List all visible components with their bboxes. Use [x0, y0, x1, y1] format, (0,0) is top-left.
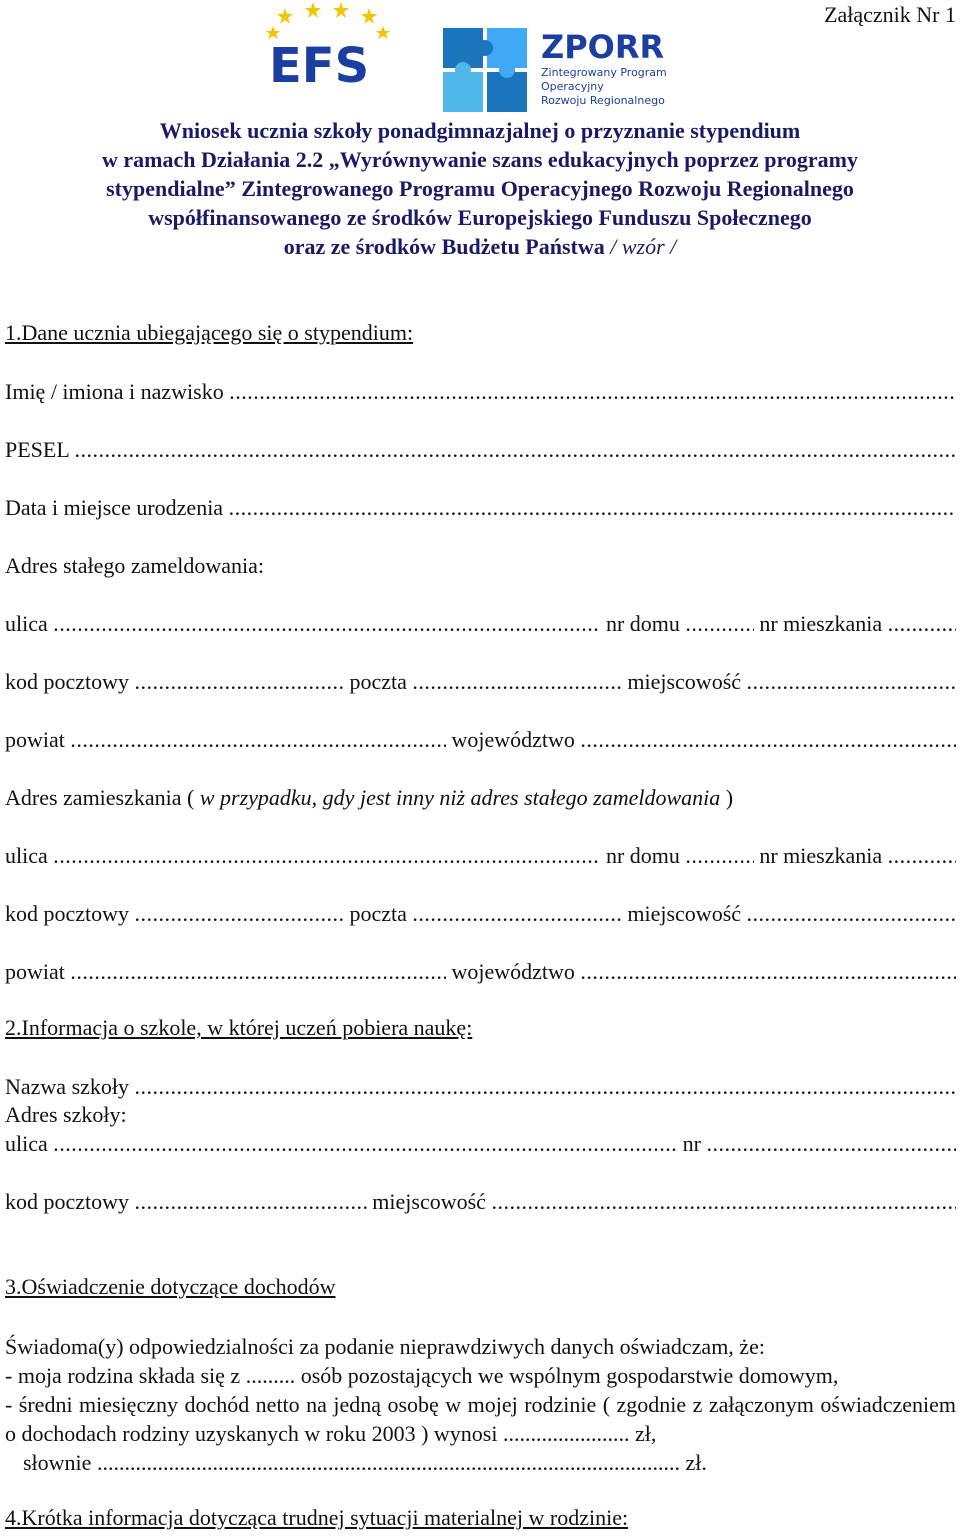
school-name-label: Nazwa szkoły: [5, 1074, 135, 1099]
flat-label: nr mieszkania: [753, 611, 888, 636]
perm-address-heading: Adres stałego zameldowania:: [5, 553, 265, 578]
pesel-label: PESEL: [5, 437, 75, 462]
school-postcode-row[interactable]: [5, 1188, 956, 1216]
house-label: nr domu: [600, 843, 686, 868]
zporr-logo: [443, 0, 703, 118]
section3-title: 3.Oświadczenie dotyczące dochodów: [5, 1274, 336, 1299]
statement-intro: Świadoma(y) odpowiedzialności za podanie nieprawdziwych danych oświadczam, że:: [5, 1334, 765, 1359]
school-city-label: miejscowość: [366, 1189, 492, 1214]
efs-logo: [265, 0, 395, 95]
title-line-3: stypendialne” Zintegrowanego Programu Operacyjnego Rozwoju Regionalnego: [106, 176, 854, 201]
school-address-heading: Adres szkoły:: [5, 1102, 127, 1127]
street-label: ulica: [5, 843, 54, 868]
name-field[interactable]: [5, 378, 956, 406]
county-label: powiat: [5, 959, 71, 984]
title-line-2: w ramach Działania 2.2 „Wyrównywanie szans edukacyjnych poprzez programy: [102, 147, 858, 172]
svg-text:ZPORR: ZPORR: [541, 28, 665, 66]
section1-title: 1.Dane ucznia ubiegającego się o stypendium:: [5, 320, 414, 345]
birth-label: Data i miejsce urodzenia: [5, 495, 229, 520]
city-label: miejscowość: [621, 669, 747, 694]
perm-county-row[interactable]: [5, 726, 956, 754]
family-size-line[interactable]: - moja rodzina składa się z ......... osób pozostających we wspólnym gospodarstwie domowym,: [5, 1363, 839, 1388]
logos: [265, 0, 705, 118]
title-line-4: współfinansowanego ze środków Europejskiego Funduszu Społecznego: [148, 205, 812, 230]
annex-label: Załącznik Nr 1: [824, 2, 956, 27]
title-line-1: Wniosek ucznia szkoły ponadgimnazjalnej o przyznanie stypendium: [159, 118, 801, 143]
voivodeship-label: województwo: [445, 727, 581, 752]
school-street-row[interactable]: [5, 1130, 956, 1158]
perm-street-row[interactable]: [5, 610, 956, 638]
res-street-row[interactable]: [5, 842, 956, 870]
street-label: ulica: [5, 611, 54, 636]
title-line-5: oraz ze środków Budżetu Państwa / wzór /: [283, 234, 677, 259]
school-street-label: ulica: [5, 1131, 54, 1156]
res-county-row[interactable]: [5, 958, 956, 986]
school-name-field[interactable]: [5, 1073, 956, 1101]
post-label: poczta: [344, 901, 413, 926]
section2-title: 2.Informacja o szkole, w której uczeń pobiera naukę:: [5, 1015, 473, 1040]
flat-label: nr mieszkania: [753, 843, 888, 868]
template-note: / wzór /: [604, 234, 677, 259]
svg-text:Zintegrowany Program: Zintegrowany Program: [541, 66, 667, 79]
city-label: miejscowość: [621, 901, 747, 926]
postcode-label: kod pocztowy: [5, 669, 135, 694]
school-postcode-label: kod pocztowy: [5, 1189, 135, 1214]
income-line[interactable]: - średni miesięczny dochód netto na jedną osobę w mojej rodzinie ( zgodnie z załączonym oświadczeniem o dochodach rodziny uzyskanych w roku 2003 ) wynosi ....................... zł,: [5, 1392, 956, 1446]
res-address-heading: Adres zamieszkania ( w przypadku, gdy jest inny niż adres stałego zameldowania ): [5, 785, 734, 810]
section4-title: 4.Krótka informacja dotycząca trudnej sytuacji materialnej w rodzinie:: [5, 1505, 629, 1530]
house-label: nr domu: [600, 611, 686, 636]
postcode-label: kod pocztowy: [5, 901, 135, 926]
document-title: [0, 116, 960, 261]
post-label: poczta: [344, 669, 413, 694]
perm-postcode-row[interactable]: [5, 668, 956, 696]
svg-text:Operacyjny: Operacyjny: [541, 80, 604, 93]
school-nr-label: nr: [677, 1131, 707, 1156]
birth-field[interactable]: [5, 494, 956, 522]
svg-text:Rozwoju Regionalnego: Rozwoju Regionalnego: [541, 94, 665, 107]
county-label: powiat: [5, 727, 71, 752]
voivodeship-label: województwo: [445, 959, 581, 984]
income-statement: [5, 1332, 956, 1477]
pesel-field[interactable]: [5, 436, 956, 464]
income-in-words-line[interactable]: słownie .......................................................................................................... zł.: [23, 1450, 707, 1475]
name-label: Imię / imiona i nazwisko: [5, 379, 230, 404]
svg-text:EFS: EFS: [269, 38, 370, 94]
res-postcode-row[interactable]: [5, 900, 956, 928]
